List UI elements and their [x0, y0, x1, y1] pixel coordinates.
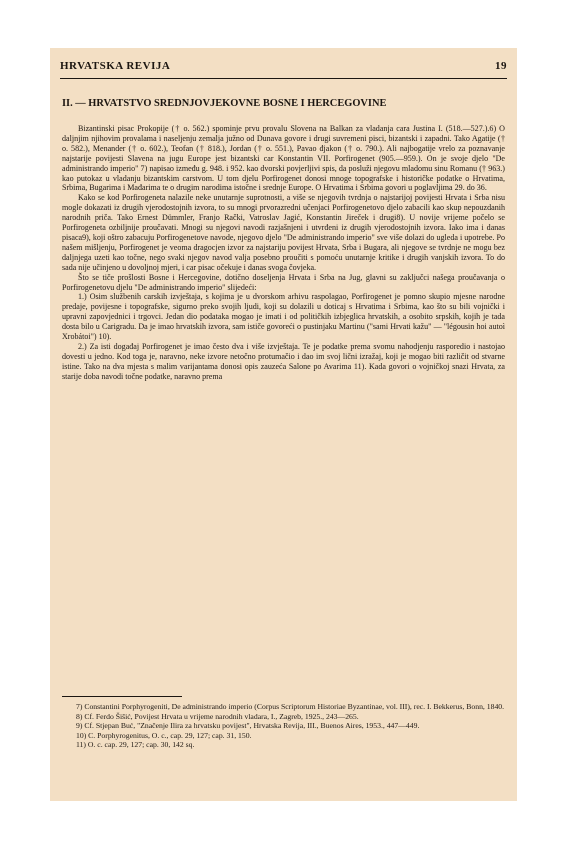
paragraph: Bizantinski pisac Prokopije († o. 562.) spominje prvu provalu Slovena na Balkan za vladanja cara Justina I. (518.—527.).6) O daljnjim njihovim provalama i naseljenju zemalja južno od Dunava govore i drugi suvremeni pisci, bizantski i zapadni. Tako Agatije († o. 582.), Menander († o. 602.), Teofan († 818.), Jordan († o. 551.), Pavao đjakon († o. 790.). Ali najbogatije vrelo za poznavanje najstarije povijesti Slavena na jugu Europe jest bizantski car Konstantin VII. Porfirogenet (905.—959.). On je svoje djelo "De administrando imperio" 7) napisao između g. 948. i 952. kao dvorski povjerljivi spis, da posluži njegovu mladomu sinu Romanu († 963.) kao putokaz u vladanju bizantskim carstvom. U tom djelu Porfirogenet donosi mnoge topografske i historičke podatke o Hrvatima, Srbima, Bugarima i Mađarima te o drugim narodima istočne i srednje Europe. O Hrvatima i Srbima govori u poglavljima 29. do 36. — [62, 124, 505, 193]
paragraph: Što se tiče prošlosti Bosne i Hercegovine, dotično doseljenja Hrvata i Srba na Jug, glavni su zaključci našega proučavanja o Porfirogenetovu djelu "De administrando imperio" slijedeći: — [62, 272, 505, 292]
paragraph: 2.) Za isti događaj Porfirogenet je imao često dva i više izvještaja. Te je podatke prema svomu nahodjenju rasporedio i nastojao dovesti u jedno. Kod toga je, naravno, neke izvore netočno protumačio i dao im svoj lični izražaj, koji je mogao biti različit od stvarne istine. Tako na dva mjesta s malim varijantama donosi opis zauzeća Salone po Avarima 11). Kada govori o vojničkoj snazi Hrvata, za starije doba navodi točne podatke, naravno prema — [62, 341, 505, 381]
footnote-rule — [62, 696, 182, 697]
footnotes — [62, 702, 505, 750]
page-number: 19 — [495, 60, 507, 72]
journal-title: HRVATSKA REVIJA — [60, 60, 171, 72]
footnote: 9) Cf. Stjepan Buć, "Značenje Ilira za hrvatsku povijest", Hrvatska Revija, III., Buenos Aires, 1953., 447—449. — [76, 721, 420, 731]
paragraph: Kako se kod Porfirogeneta nalazile neke unutarnje suprotnosti, a više se njegovih tvrdnja o najstarijoj povijesti Hrvata i Srba nisu mogle dokazati iz drugih vjerodostojnih izvora, to su mnogi prvorazredni učenjaci Porfirogenetovo djelo zabacili kao skup nepouzdanih narodnih priča. Tako Ernest Dümmler, Franjo Rački, Vatroslav Jagić, Konstantin Jireček i drugi8). U novije vrijeme počelo se Porfirogeneta ozbiljnije proučavati. Mnogi su njegovi navodi razjašnjeni i utvrđeni iz drugih vjerodostojnih izvora. Iako ima i danas pisaca9), koji oštro zabacuju Porfirogenetove navode, njegovo djelo "De administrando imperio" sve više dolazi do ugleda i upotrebe. Po našem mišljenju, Porfirogenet je veoma dragocjen izvor za najstariju povijest Hrvata, Srba i Bugara, ali njegove se tvrdnje ne mogu bez daljnjega uzeti kao točne, nego svaki njegov navod valja posebno proučiti s pomoću unutarnje kritike i drugih vanjskih izvora. To do sada nije učinjeno u dovoljnoj mjeri, i car pisac očekuje i danas svoga čovjeka. — [62, 193, 505, 272]
paragraph: 1.) Osim službenih carskih izvještaja, s kojima je u dvorskom arhivu raspolagao, Porfirogenet je pomno skupio mjesne narodne predaje, povijesne i topografske, sigurno preko svojih ljudi, koji su dolazili u doticaj s Hrvatima i Srbima, kao što su bili vojnički i upravni zapovjednici i trgovci. Jedan dio podataka mogao je imati i od političkih izbjeglica hrvatskih, a osobito srpskih, kojih je tada dosta bilo u Carigradu. Da je imao hrvatskih izvora, sam ističe govoreći o pustinjaku Martinu ("sami Hrvati kažu" — "légousin hoi autoì Xrobátoi") 10). — [62, 292, 505, 342]
header-rule — [60, 78, 507, 79]
footnote: 7) Constantini Porphyrogeniti, De administrando imperio (Corpus Scriptorum Historiae Byzantinae, vol. III), rec. I. Bekkerus, Bonn, 1840. — [76, 702, 505, 711]
footnote: 8) Cf. Ferdo Šišić, Povijest Hrvata u vrijeme narodnih vladara, I., Zagreb, 1925., 243—265. — [76, 711, 359, 721]
body-text — [62, 124, 505, 382]
footnote: 11) O. c. cap. 29, 127; cap. 30, 142 sq. — [76, 740, 195, 750]
book-page — [50, 48, 517, 801]
section-heading: II. — HRVATSTVO SREDNJOVJEKOVNE BOSNE I HERCEGOVINE — [62, 98, 387, 109]
footnote: 10) C. Porphyrogenitus, O. c., cap. 29, 127; cap. 31, 150. — [76, 730, 252, 740]
